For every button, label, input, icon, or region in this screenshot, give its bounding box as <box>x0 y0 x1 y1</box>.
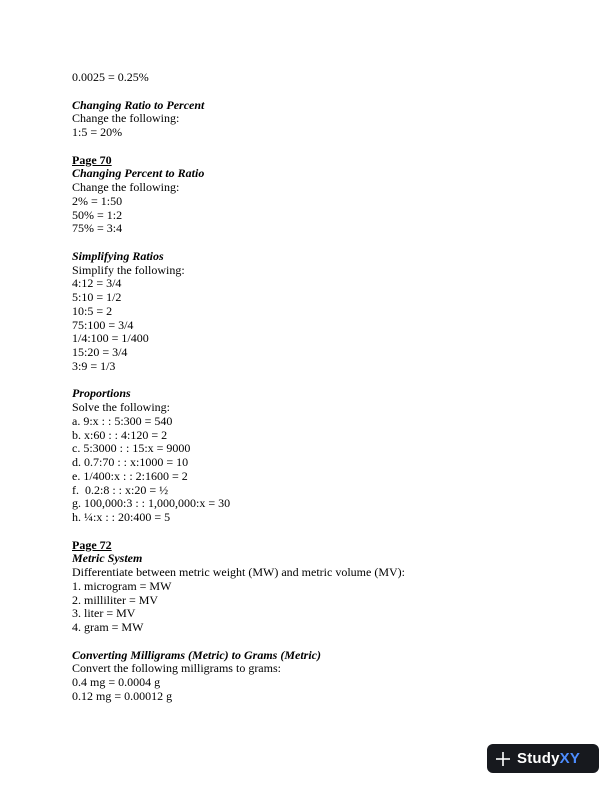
text-line: 0.4 mg = 0.0004 g <box>72 675 161 689</box>
text-line: 2. milliliter = MV <box>72 592 159 607</box>
text-line: 2% = 1:50 <box>72 193 123 208</box>
text-line: 10:5 = 2 <box>72 303 113 318</box>
text-line: 1. microgram = MW <box>72 578 172 593</box>
text-line: 0.12 mg = 0.00012 g <box>72 688 173 703</box>
text-line: Differentiate between metric weight (MW) and metric volume (MV): <box>72 565 405 579</box>
blank-line <box>72 374 405 388</box>
text-line: 4. gram = MW <box>72 620 144 634</box>
text-line: 75:100 = 3/4 <box>72 317 134 332</box>
page-label: Page 70 <box>72 152 112 167</box>
text-line: 3:9 = 1/3 <box>72 358 116 373</box>
section-heading: Simplifying Ratios <box>72 248 164 263</box>
section-heading: Metric System <box>72 551 143 566</box>
text-line: d. 0.7:70 : : x:1000 = 10 <box>72 455 189 469</box>
text-line: b. x:60 : : 4:120 = 2 <box>72 427 168 442</box>
text-line: c. 5:3000 : : 15:x = 9000 <box>72 441 191 456</box>
text-line: Convert the following milligrams to grams: <box>72 661 281 676</box>
text-line: a. 9:x : : 5:300 = 540 <box>72 413 173 428</box>
text-line: e. 1/400:x : : 2:1600 = 2 <box>72 468 188 483</box>
text-line: h. ¼:x : : 20:400 = 5 <box>72 510 171 524</box>
text-line: Change the following: <box>72 111 180 126</box>
text-line: 1/4:100 = 1/400 <box>72 331 149 346</box>
page-label: Page 72 <box>72 537 112 552</box>
text-line: f. 0.2:8 : : x:20 = ½ <box>72 482 169 497</box>
section-heading: Proportions <box>72 386 131 401</box>
logo-text-xy: XY <box>559 750 581 767</box>
document-body <box>72 71 405 704</box>
logo-text-study: Study <box>517 750 560 767</box>
section-heading: Converting Milligrams (Metric) to Grams (Metric) <box>72 647 321 662</box>
text-line: 4:12 = 3/4 <box>72 276 122 291</box>
studyxy-logo[interactable] <box>487 744 599 773</box>
blank-line <box>72 635 405 649</box>
blank-line <box>72 140 405 154</box>
text-line: 5:10 = 1/2 <box>72 290 122 304</box>
text-line: 75% = 3:4 <box>72 221 123 236</box>
text-line: Solve the following: <box>72 400 170 414</box>
blank-line <box>72 85 405 99</box>
section-heading: Changing Ratio to Percent <box>72 97 205 112</box>
text-line: g. 100,000:3 : : 1,000,000:x = 30 <box>72 496 231 511</box>
plus-icon <box>495 751 511 767</box>
blank-line <box>72 525 405 539</box>
text-line: Change the following: <box>72 180 180 194</box>
text-line: 3. liter = MV <box>72 606 136 621</box>
text-line: 15:20 = 3/4 <box>72 345 128 359</box>
text-line: 1:5 = 20% <box>72 125 123 139</box>
logo-text <box>517 750 580 767</box>
text-line: 50% = 1:2 <box>72 207 123 222</box>
blank-line <box>72 236 405 250</box>
section-heading: Changing Percent to Ratio <box>72 166 205 181</box>
text-line: Simplify the following: <box>72 262 185 277</box>
text-line: 0.0025 = 0.25% <box>72 70 149 84</box>
